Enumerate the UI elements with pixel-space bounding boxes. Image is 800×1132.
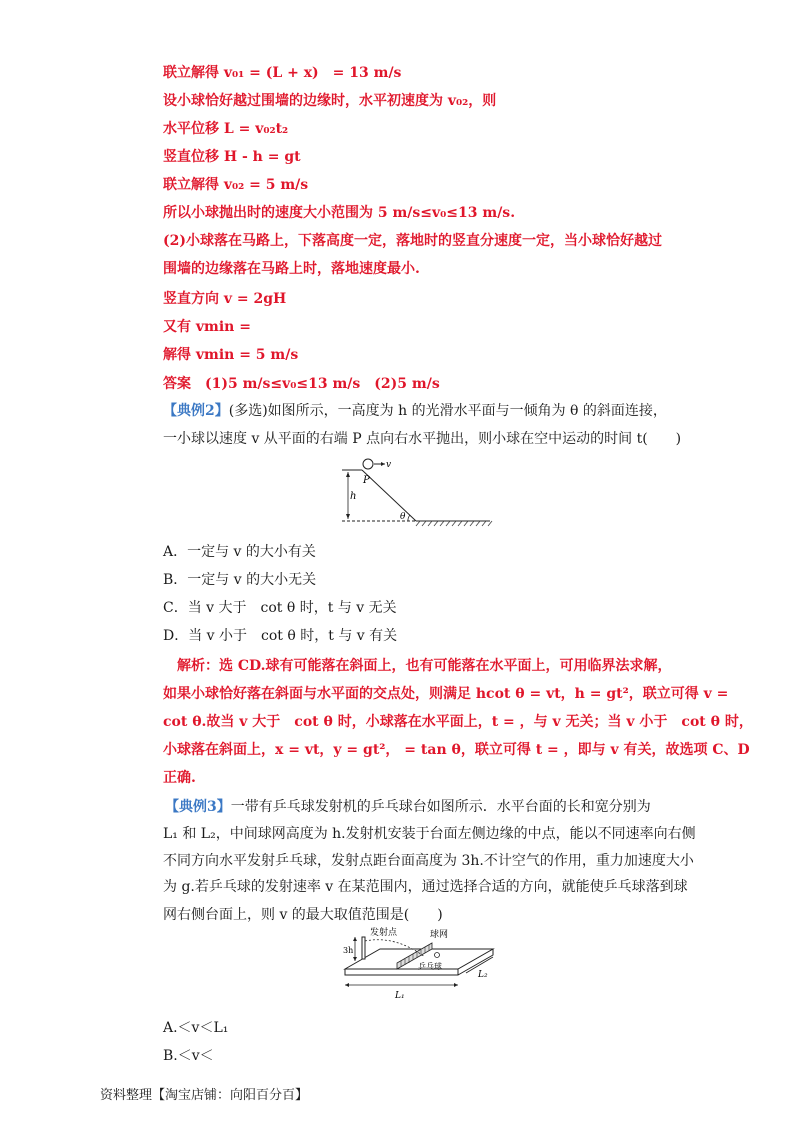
table-tennis-diagram xyxy=(335,925,500,1010)
example-tag: 【典例2】 xyxy=(163,403,229,419)
solution-line: 又有 vmin = xyxy=(163,319,251,335)
solution-line: 所以小球抛出时的速度大小范围为 5 m/s≤v₀≤13 m/s. xyxy=(163,205,516,221)
velocity-label: v xyxy=(386,460,392,470)
ground-hatch xyxy=(416,521,492,526)
slope-diagram xyxy=(330,455,500,530)
example-tag: 【典例3】 xyxy=(165,799,231,815)
answer-line: 答案 (1)5 m/s≤v₀≤13 m/s (2)5 m/s xyxy=(163,376,440,392)
ping-pong-ball xyxy=(435,953,440,958)
analysis-line: cot θ.故当 v 大于 cot θ 时，小球落在水平面上，t = ，与 v 无关；当 v 小于 cot θ 时， xyxy=(163,714,753,730)
example-stem: L₁ 和 L₂，中间球网高度为 h.发射机安装于台面左侧边缘的中点，能以不同速率向右侧 xyxy=(163,826,696,842)
option-a: A.＜v＜L₁ xyxy=(163,1020,229,1036)
l2-label: L₂ xyxy=(478,970,488,980)
net-label: 球网 xyxy=(430,930,449,940)
example-stem: 网右侧台面上，则 v 的最大取值范围是( ) xyxy=(163,907,443,923)
example-stem: (多选)如图所示，一高度为 h 的光滑水平面与一倾角为 θ 的斜面连接， xyxy=(228,403,667,419)
option-d: D．当 v 小于 cot θ 时，t 与 v 有关 xyxy=(163,628,398,644)
example-stem: 一带有乒乓球发射机的乒乓球台如图所示．水平台面的长和宽分别为 xyxy=(230,799,651,815)
analysis-line: 解析：选 CD.球有可能落在斜面上，也有可能落在水平面上，可用临界法求解， xyxy=(177,658,672,674)
l1-label: L₁ xyxy=(395,991,405,1001)
option-a: A．一定与 v 的大小有关 xyxy=(163,544,316,560)
page-footer: 资料整理【淘宝店铺：向阳百分百】 xyxy=(100,1088,309,1103)
height-label: 3h xyxy=(343,946,354,955)
solution-line: (2)小球落在马路上，下落高度一定，落地时的竖直分速度一定，当小球恰好越过 xyxy=(163,233,662,249)
point-p-label: P xyxy=(363,475,370,486)
solution-line: 竖直位移 H - h = gt xyxy=(163,149,301,165)
analysis-line: 小球落在斜面上，x = vt，y = gt²， = tan θ，联立可得 t = ，即与 v 有关，故选项 C、D xyxy=(163,742,750,758)
solution-line: 联立解得 v₀₁ = (L + x) = 13 m/s xyxy=(163,65,402,81)
example-stem: 不同方向水平发射乒乓球，发射点距台面高度为 3h.不计空气的作用，重力加速度大小 xyxy=(163,853,694,869)
option-b: B.＜v＜ xyxy=(163,1048,214,1064)
launcher xyxy=(362,937,365,959)
analysis-line: 正确. xyxy=(163,770,196,786)
solution-line: 水平位移 L = v₀₂t₂ xyxy=(163,121,289,137)
option-c: C．当 v 大于 cot θ 时，t 与 v 无关 xyxy=(163,600,397,616)
ball xyxy=(363,459,373,469)
ball-label: 乒乓球 xyxy=(418,962,442,971)
solution-line: 联立解得 v₀₂ = 5 m/s xyxy=(163,177,309,193)
solution-line: 围墙的边缘落在马路上时，落地速度最小. xyxy=(163,261,420,277)
solution-line: 设小球恰好越过围墙的边缘时，水平初速度为 v₀₂，则 xyxy=(163,93,497,109)
option-b: B．一定与 v 的大小无关 xyxy=(163,572,317,588)
solution-line: 竖直方向 v = 2gH xyxy=(163,291,287,307)
analysis-line: 如果小球恰好落在斜面与水平面的交点处，则满足 hcot θ = vt，h = gt²，联立可得 v = xyxy=(163,686,729,702)
launch-point-label: 发射点 xyxy=(370,928,398,938)
height-label: h xyxy=(350,491,357,502)
angle-label: θ xyxy=(400,512,406,522)
solution-line: 解得 vmin = 5 m/s xyxy=(163,347,299,363)
example-stem: 为 g.若乒乓球的发射速率 v 在某范围内，通过选择合适的方向，就能使乒乓球落到球 xyxy=(163,879,688,895)
example-stem: 一小球以速度 v 从平面的右端 P 点向右水平抛出，则小球在空中运动的时间 t( ) xyxy=(163,431,682,447)
